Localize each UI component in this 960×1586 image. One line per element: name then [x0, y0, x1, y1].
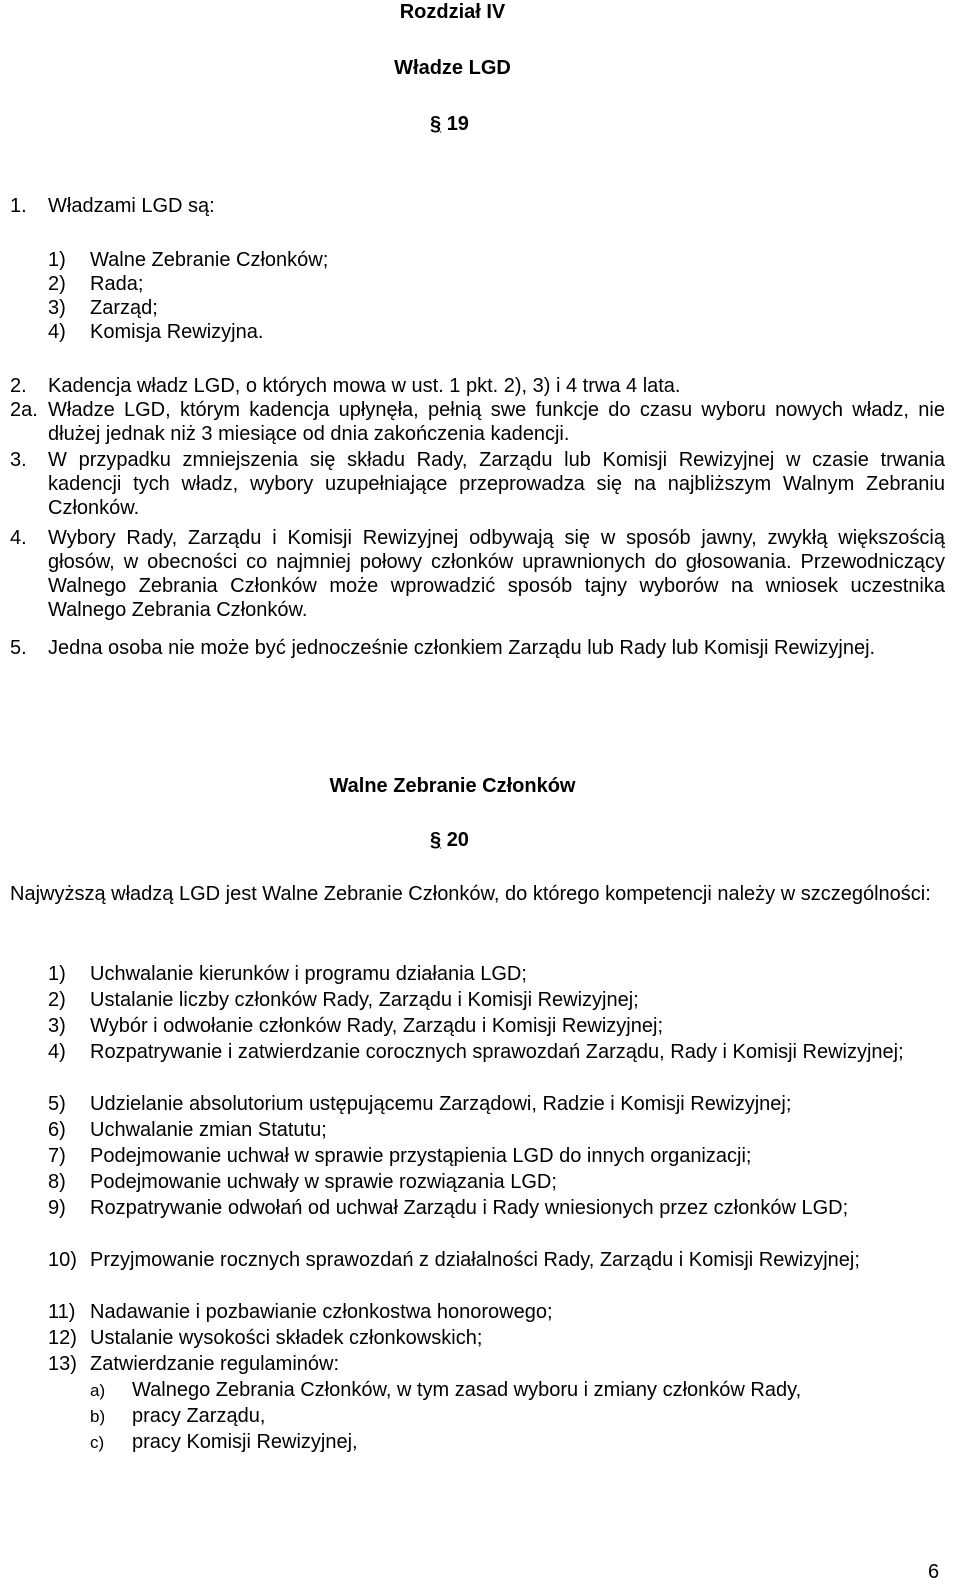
- list-item: [48, 1144, 944, 1168]
- sub-list-item: [90, 1430, 945, 1454]
- paragraph-text: Kadencja władz LGD, o których mowa w ust. 1 pkt. 2), 3) i 4 trwa 4 lata.: [48, 375, 681, 397]
- list-item-text: Wybór i odwołanie członków Rady, Zarządu i Komisji Rewizyjnej;: [90, 1015, 663, 1037]
- sub-list-item-letter: c): [90, 1433, 105, 1452]
- chapter-title: Rozdział IV: [399, 1, 506, 23]
- list-item-number: 1): [48, 249, 66, 271]
- sub-list-item-letter: a): [90, 1381, 106, 1400]
- paragraph-number: 2a.: [10, 399, 38, 421]
- list-item-number: 7): [48, 1145, 66, 1167]
- list-item: [48, 1248, 944, 1272]
- list-item-number: 9): [48, 1197, 66, 1219]
- list-item-text: Ustalanie wysokości składek członkowskich;: [90, 1327, 483, 1349]
- sub-list-item-text: pracy Komisji Rewizyjnej,: [132, 1431, 358, 1453]
- list-item: [48, 1300, 944, 1324]
- sub-list-item: [90, 1378, 945, 1402]
- list-item-text: Przyjmowanie rocznych sprawozdań z działalności Rady, Zarządu i Komisji Rewizyjnej;: [90, 1249, 860, 1271]
- list-item: [48, 1014, 944, 1038]
- paragraph-text: W przypadku zmniejszenia się składu Rady, Zarządu lub Komisji Rewizyjnej w czasie trwania kadencji tych władz, wybory uzupełniające przeprowadza się na najbliższym Walnym Zebraniu Członków.: [48, 449, 945, 519]
- paragraph-3: [10, 448, 945, 520]
- paragraph-text: Władze LGD, którym kadencja upłynęła, pełnią swe funkcje do czasu wyboru nowych władz, nie dłużej jednak niż 3 miesiące od dnia zakończenia kadencji.: [48, 399, 945, 445]
- section-mark: §: [430, 829, 442, 851]
- paragraph-4: [10, 526, 945, 622]
- list-item: [48, 988, 944, 1012]
- list-item-text: Ustalanie liczby członków Rady, Zarządu i Komisji Rewizyjnej;: [90, 989, 639, 1011]
- section-number: 19: [446, 113, 469, 135]
- list-item-number: 3): [48, 297, 66, 319]
- list-item-text: Rozpatrywanie odwołań od uchwał Zarządu i Rady wniesionych przez członków LGD;: [90, 1197, 849, 1219]
- list-item-text: Walne Zebranie Członków;: [90, 249, 329, 271]
- list-item-number: 13): [48, 1353, 77, 1375]
- list-item-number: 5): [48, 1093, 66, 1115]
- section-mark: §: [430, 113, 442, 135]
- sub-list-item-text: pracy Zarządu,: [132, 1405, 266, 1427]
- paragraph-text: Wybory Rady, Zarządu i Komisji Rewizyjnej odbywają się w sposób jawny, zwykłą większością głosów, w obecności co najmniej połowy członków uprawnionych do głosowania. Przewodniczący Walnego Zebrania Członków może wprowadzić sposób tajny wyborów na wniosek uczestnika Walnego Zebrania Członków.: [48, 527, 945, 621]
- list-item: [48, 1040, 944, 1064]
- list-item-number: 2): [48, 273, 66, 295]
- list-item-text: Udzielanie absolutorium ustępującemu Zarządowi, Radzie i Komisji Rewizyjnej;: [90, 1093, 792, 1115]
- list-item-text: Nadawanie i pozbawianie członkostwa honorowego;: [90, 1301, 553, 1323]
- list-item-text: Uchwalanie kierunków i programu działania LGD;: [90, 963, 527, 985]
- list-item-number: 10): [48, 1249, 77, 1271]
- sub-list-item-text: Walnego Zebrania Członków, w tym zasad wyboru i zmiany członków Rady,: [132, 1379, 802, 1401]
- list-item-number: 12): [48, 1327, 77, 1349]
- list-item-text: Zarząd;: [90, 297, 158, 319]
- list-item-text: Komisja Rewizyjna.: [90, 321, 264, 343]
- list-item-number: 8): [48, 1171, 66, 1193]
- list-item: [48, 962, 944, 986]
- section-heading: Walne Zebranie Członków: [329, 775, 576, 797]
- list-item-number: 4): [48, 1041, 66, 1063]
- list-item: [48, 1092, 944, 1116]
- list-item-number: 6): [48, 1119, 66, 1141]
- list-item-text: Zatwierdzanie regulaminów:: [90, 1353, 340, 1375]
- list-item: [48, 1196, 944, 1220]
- section-19-heading: [430, 112, 510, 136]
- list-item: [48, 1352, 944, 1376]
- list-item-text: Rada;: [90, 273, 144, 295]
- list-item: [48, 1170, 944, 1194]
- list-item: [48, 1326, 944, 1350]
- list-item: [48, 248, 944, 272]
- paragraph-number: 1.: [10, 195, 27, 217]
- section-20-heading: [430, 828, 510, 852]
- chapter-subtitle: Władze LGD: [394, 57, 511, 79]
- intro-paragraph: Najwyższą władzą LGD jest Walne Zebranie Członków, do którego kompetencji należy w szczególności:: [10, 883, 931, 905]
- paragraph-number: 2.: [10, 375, 27, 397]
- paragraph-number: 5.: [10, 637, 27, 659]
- paragraph-2a: [10, 398, 945, 446]
- paragraph-text: Jedna osoba nie może być jednocześnie członkiem Zarządu lub Rady lub Komisji Rewizyjnej.: [48, 637, 876, 659]
- paragraph-number: 3.: [10, 449, 27, 471]
- sub-list-item-letter: b): [90, 1407, 106, 1426]
- list-item: [48, 272, 944, 296]
- sub-list-item: [90, 1404, 945, 1428]
- section-number: 20: [446, 829, 469, 851]
- paragraph-1: [10, 194, 945, 218]
- list-item-number: 2): [48, 989, 66, 1011]
- list-item-text: Podejmowanie uchwał w sprawie przystąpienia LGD do innych organizacji;: [90, 1145, 752, 1167]
- paragraph-5: [10, 636, 945, 660]
- list-item-number: 11): [48, 1301, 76, 1323]
- list-item: [48, 320, 944, 344]
- list-item-number: 1): [48, 963, 66, 985]
- paragraph-text: Władzami LGD są:: [48, 195, 215, 217]
- paragraph-2: [10, 374, 945, 398]
- paragraph-number: 4.: [10, 527, 27, 549]
- list-item: [48, 1118, 944, 1142]
- page-number: 6: [928, 1561, 940, 1583]
- list-item-number: 3): [48, 1015, 66, 1037]
- list-item-text: Rozpatrywanie i zatwierdzanie corocznych sprawozdań Zarządu, Rady i Komisji Rewizyjnej;: [90, 1041, 904, 1063]
- list-item-text: Uchwalanie zmian Statutu;: [90, 1119, 327, 1141]
- list-item-number: 4): [48, 321, 66, 343]
- list-item-text: Podejmowanie uchwały w sprawie rozwiązania LGD;: [90, 1171, 557, 1193]
- list-item: [48, 296, 944, 320]
